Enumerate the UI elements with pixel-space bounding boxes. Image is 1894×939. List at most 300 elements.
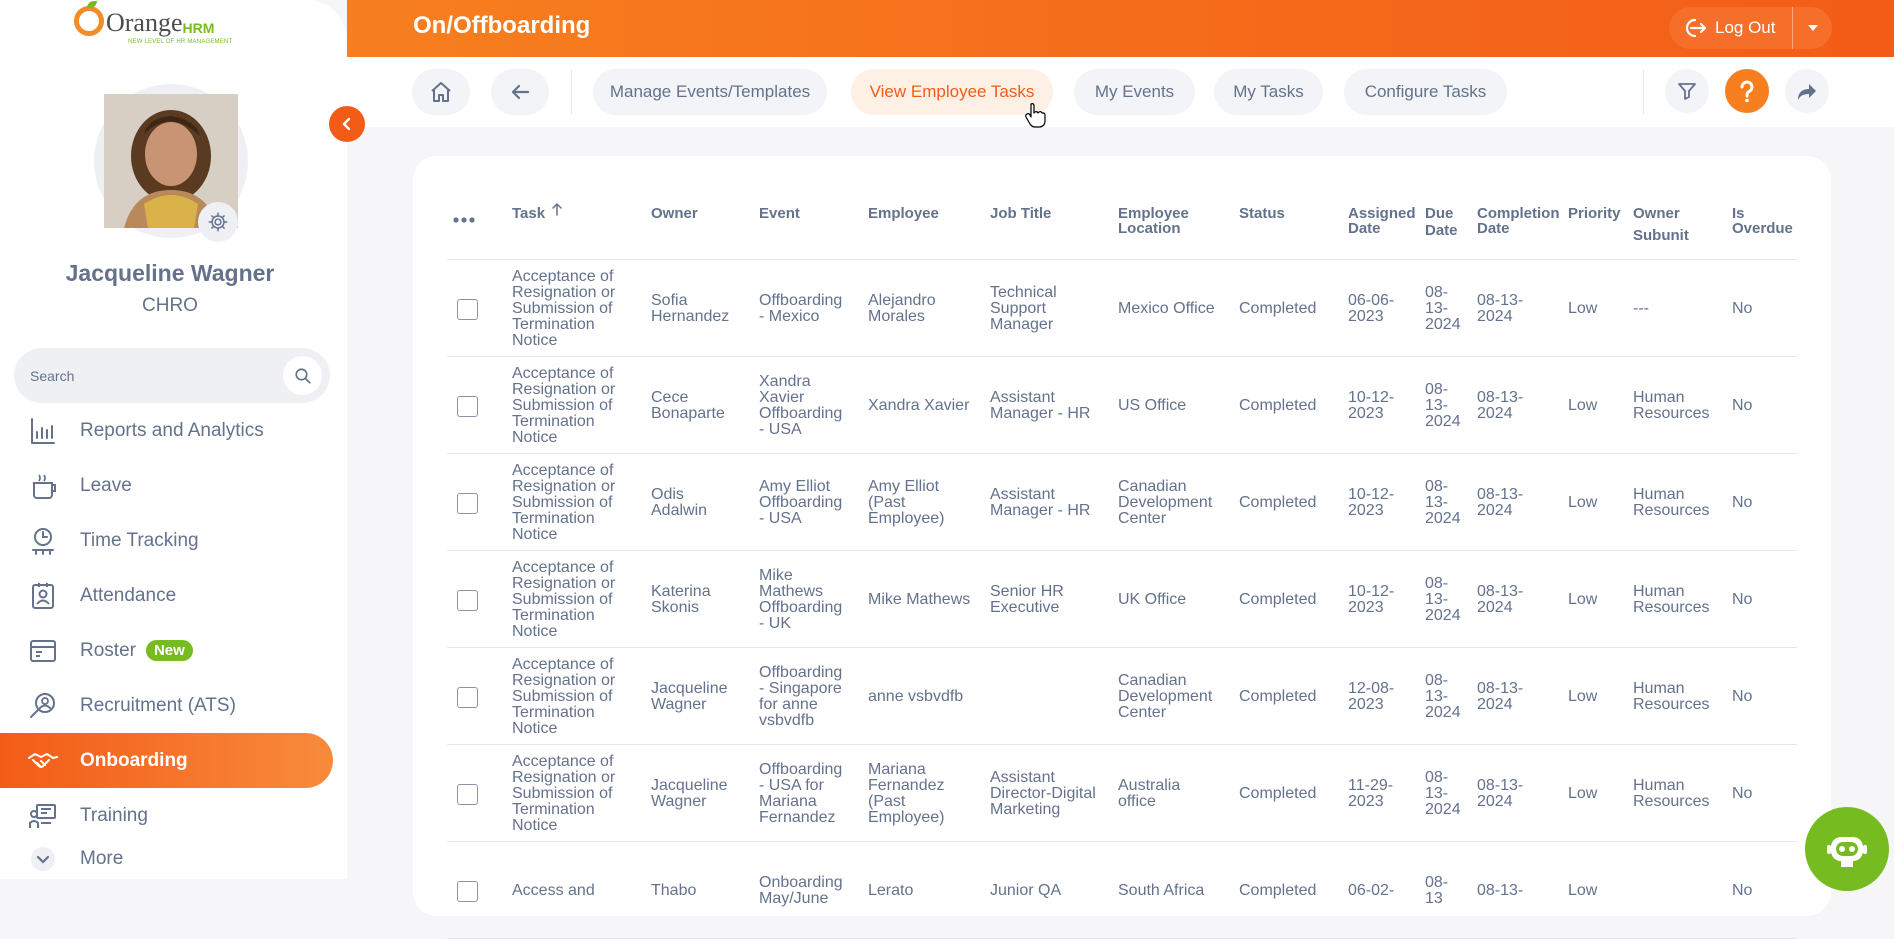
cell-line: for anne — [759, 695, 818, 713]
cell-line: Submission of — [512, 299, 613, 317]
cell-completion — [1477, 454, 1523, 551]
filter-icon — [1676, 80, 1698, 102]
cell-line: Acceptance of — [512, 461, 614, 479]
cell-line: 2024 — [1425, 606, 1461, 624]
cell-line: Wagner — [651, 792, 707, 810]
col-label: Subunit — [1633, 227, 1689, 244]
table-row[interactable] — [447, 842, 1797, 939]
cell-priority — [1568, 745, 1597, 842]
cell-line: 2023 — [1348, 404, 1384, 422]
top-header — [347, 0, 1894, 57]
logout-icon — [1681, 17, 1707, 39]
cell-due — [1425, 357, 1461, 454]
cell-line: Thabo — [651, 881, 697, 899]
cell-line: Employee) — [868, 509, 945, 527]
cell-line: Executive — [990, 598, 1060, 616]
cell-employee — [868, 551, 970, 648]
robot-icon — [1821, 823, 1873, 875]
col-employee-location[interactable] — [1118, 206, 1189, 236]
cell-line: Submission of — [512, 590, 613, 608]
table-row[interactable] — [447, 745, 1797, 842]
back-button[interactable] — [491, 69, 549, 115]
cell-assigned — [1348, 745, 1393, 842]
cell-line: 13 — [1425, 889, 1443, 907]
cell-job — [990, 745, 1096, 842]
cell-text: Completed — [1239, 493, 1317, 511]
roster-icon — [26, 634, 60, 668]
col-label: Status — [1239, 205, 1285, 222]
col-label: Date — [1425, 222, 1458, 239]
cell-line: 2023 — [1348, 501, 1384, 519]
table-row[interactable] — [447, 260, 1797, 357]
sidebar-search — [14, 348, 330, 403]
cell-line: 2024 — [1477, 501, 1513, 519]
cell-line: Resignation or — [512, 477, 616, 495]
cell-text: No — [1732, 493, 1753, 511]
cell-line: Termination — [512, 315, 595, 333]
cell-location — [1118, 454, 1212, 551]
search-input[interactable] — [30, 368, 270, 384]
sidebar-item-training[interactable] — [0, 788, 333, 843]
cell-text: Completed — [1239, 590, 1317, 608]
cell-line: Acceptance of — [512, 558, 614, 576]
cell-line: 13- — [1425, 590, 1449, 608]
leave-icon — [26, 469, 60, 503]
sidebar-item-label: Recruitment (ATS) — [80, 694, 236, 716]
table-row[interactable] — [447, 454, 1797, 551]
col-owner[interactable] — [651, 206, 698, 221]
cell-line: Morales — [868, 307, 925, 325]
cell-line: 2024 — [1425, 315, 1461, 333]
cell-text: Low — [1568, 881, 1598, 899]
arrow-left-icon — [509, 81, 531, 103]
cell-line: Manager - HR — [990, 404, 1091, 422]
cell-line: 08- — [1425, 283, 1449, 301]
cell-due — [1425, 648, 1461, 745]
col-label: Owner — [651, 205, 698, 222]
cell-line: (Past — [868, 493, 906, 511]
cell-event — [759, 357, 842, 454]
tab-my-events[interactable]: My Events — [1074, 69, 1195, 115]
cell-priority — [1568, 842, 1597, 939]
cell-line: Onboarding — [759, 873, 843, 891]
cell-location — [1118, 745, 1180, 842]
row-checkbox[interactable] — [457, 784, 478, 805]
cell-line: Director-Digital — [990, 784, 1096, 802]
col-status[interactable] — [1239, 206, 1285, 221]
cell-line: Resources — [1633, 792, 1710, 810]
module-nav — [347, 57, 1894, 127]
col-label: Job Title — [990, 205, 1052, 222]
cell-overdue — [1732, 357, 1752, 454]
cell-line: Resources — [1633, 598, 1710, 616]
reports-icon — [26, 414, 60, 448]
cell-status — [1239, 842, 1316, 939]
cell-line: Employee) — [868, 808, 945, 826]
col-label: Date — [1348, 220, 1381, 237]
cell-line: Offboarding — [759, 760, 843, 778]
cell-line: Notice — [512, 622, 558, 640]
cell-due — [1425, 842, 1448, 939]
cell-completion — [1477, 648, 1523, 745]
time-tracking-icon — [26, 524, 60, 558]
cell-owner — [651, 454, 707, 551]
cell-line: Notice — [512, 816, 558, 834]
cell-line: 13- — [1425, 784, 1449, 802]
cell-employee — [868, 648, 963, 745]
cell-line: 10-12- — [1348, 582, 1395, 600]
col-event[interactable] — [759, 206, 800, 221]
cell-due — [1425, 260, 1461, 357]
search-button[interactable] — [283, 356, 322, 395]
page-title: On/Offboarding — [413, 12, 591, 39]
cell-task — [512, 454, 615, 551]
table-row[interactable] — [447, 551, 1797, 648]
cell-location — [1118, 357, 1186, 454]
profile-settings-button[interactable] — [198, 202, 238, 242]
cell-line: Jacqueline — [651, 776, 728, 794]
cell-line: 08-13- — [1477, 679, 1524, 697]
cell-location — [1118, 648, 1212, 745]
col-label: Event — [759, 205, 800, 222]
sidebar-item-roster[interactable] — [0, 623, 333, 678]
cell-line: 12-08- — [1348, 679, 1395, 697]
sidebar-item-recruitment[interactable] — [0, 678, 333, 733]
caret-down-icon — [1807, 24, 1819, 32]
cell-overdue — [1732, 260, 1752, 357]
cell-line: Xavier — [759, 388, 805, 406]
cell-line: Amy Elliot — [759, 477, 831, 495]
hand-pointer-cursor-icon — [1025, 102, 1045, 128]
cell-subunit — [1633, 551, 1709, 648]
cell-priority — [1568, 260, 1597, 357]
cell-employee — [868, 745, 945, 842]
row-checkbox[interactable] — [457, 493, 478, 514]
sidebar-item-onboarding[interactable] — [0, 733, 333, 788]
cell-subunit — [1633, 357, 1709, 454]
cell-line: Development — [1118, 493, 1213, 511]
cell-line: 11-29- — [1348, 776, 1394, 794]
logout-button[interactable] — [1669, 7, 1792, 49]
cell-completion — [1477, 745, 1523, 842]
user-role: CHRO — [142, 295, 198, 316]
onboarding-icon — [26, 744, 60, 778]
col-label: Date — [1477, 220, 1510, 237]
cell-line: 08- — [1425, 873, 1449, 891]
home-icon — [429, 80, 453, 104]
cell-line: Mariana — [759, 792, 817, 810]
cell-line: 08-13- — [1477, 388, 1524, 406]
cell-assigned — [1348, 842, 1394, 939]
cell-line: Access and — [512, 881, 595, 899]
cell-line: Technical — [990, 283, 1057, 301]
cell-line: office — [1118, 792, 1156, 810]
cell-task — [512, 357, 615, 454]
cell-line: Offboarding — [759, 291, 843, 309]
col-label: Location — [1118, 220, 1181, 237]
sidebar-item-reports[interactable] — [0, 403, 333, 458]
cell-line: Wagner — [651, 695, 707, 713]
col-owner-subunit[interactable] — [1633, 206, 1689, 243]
new-badge: New — [146, 640, 193, 661]
cell-line: 13- — [1425, 687, 1449, 705]
cell-line: Acceptance of — [512, 267, 614, 285]
cell-owner — [651, 260, 729, 357]
share-arrow-icon — [1796, 80, 1818, 102]
cell-due — [1425, 745, 1461, 842]
cell-line: anne vsbvdfb — [868, 687, 964, 705]
cell-line: 08- — [1425, 477, 1449, 495]
cell-employee — [868, 454, 944, 551]
user-dropdown-button[interactable] — [1792, 7, 1832, 49]
cell-task — [512, 551, 615, 648]
cell-line: Resources — [1633, 404, 1710, 422]
cell-line: 06-06- — [1348, 291, 1395, 309]
col-due-date[interactable] — [1425, 206, 1458, 238]
cell-employee — [868, 357, 969, 454]
cell-line: US Office — [1118, 396, 1187, 414]
brand-name: Orange — [106, 8, 183, 37]
cell-line: - USA — [759, 509, 802, 527]
cell-line: May/June — [759, 889, 829, 907]
col-is-overdue[interactable] — [1732, 206, 1793, 236]
cell-subunit — [1633, 648, 1709, 745]
cell-line: Alejandro — [868, 291, 936, 309]
sidebar-item-attendance[interactable] — [0, 568, 333, 623]
chevron-left-icon — [339, 116, 355, 132]
col-label: Completion — [1477, 205, 1560, 222]
cell-line: 2023 — [1348, 598, 1384, 616]
cell-line: Termination — [512, 606, 595, 624]
sidebar-item-label: Leave — [80, 474, 132, 496]
cell-task — [512, 260, 615, 357]
sidebar-item-label: Training — [80, 804, 148, 826]
cell-line: Canadian — [1118, 671, 1187, 689]
cell-line: Notice — [512, 331, 558, 349]
cell-line: 08-13- — [1477, 582, 1524, 600]
cell-line: Development — [1118, 687, 1213, 705]
cell-text: Completed — [1239, 881, 1317, 899]
col-assigned-date[interactable] — [1348, 206, 1416, 236]
sidebar-item-more[interactable] — [0, 836, 333, 881]
cell-assigned — [1348, 648, 1394, 745]
sidebar-item-label: Time Tracking — [80, 529, 199, 551]
cell-line: Acceptance of — [512, 655, 614, 673]
home-button[interactable] — [412, 69, 470, 115]
cell-priority — [1568, 551, 1597, 648]
cell-priority — [1568, 648, 1597, 745]
assistant-bot-button[interactable] — [1805, 807, 1889, 891]
col-employee[interactable] — [868, 206, 939, 221]
help-button[interactable] — [1725, 69, 1769, 113]
cell-line: Offboarding — [759, 598, 843, 616]
cell-line: 2024 — [1425, 412, 1461, 430]
cell-line: Notice — [512, 428, 558, 446]
cell-completion — [1477, 551, 1523, 648]
row-actions-menu[interactable] — [452, 212, 476, 227]
cell-text: Low — [1568, 590, 1598, 608]
row-checkbox[interactable] — [457, 396, 478, 417]
col-priority[interactable] — [1568, 206, 1621, 221]
tab-configure-tasks[interactable]: Configure Tasks — [1344, 69, 1507, 115]
cell-text: No — [1732, 299, 1753, 317]
cell-line: Acceptance of — [512, 752, 614, 770]
cell-location — [1118, 842, 1204, 939]
cell-line: 10-12- — [1348, 485, 1395, 503]
col-completion-date[interactable] — [1477, 206, 1560, 236]
cell-subunit — [1633, 454, 1709, 551]
cell-line: Assistant — [990, 768, 1055, 786]
cell-line: Katerina — [651, 582, 711, 600]
cell-line: Senior HR — [990, 582, 1064, 600]
cell-line: Lerato — [868, 881, 914, 899]
cell-overdue — [1732, 454, 1752, 551]
cell-line: Resignation or — [512, 283, 616, 301]
cell-text: No — [1732, 590, 1753, 608]
nav-divider — [1643, 69, 1644, 115]
cell-text: No — [1732, 784, 1753, 802]
row-checkbox[interactable] — [457, 881, 478, 902]
cell-line: Termination — [512, 800, 595, 818]
cell-location — [1118, 551, 1186, 648]
cell-event — [759, 454, 842, 551]
tab-manage-events-templates[interactable]: Manage Events/Templates — [593, 69, 827, 115]
cell-text: Completed — [1239, 299, 1317, 317]
cell-line: Submission of — [512, 396, 613, 414]
cell-completion — [1477, 842, 1523, 939]
cell-text: No — [1732, 881, 1753, 899]
tab-my-tasks[interactable]: My Tasks — [1214, 69, 1323, 115]
cell-event — [759, 260, 842, 357]
cell-line: 08-13- — [1477, 485, 1524, 503]
cell-line: Resignation or — [512, 671, 616, 689]
cell-status — [1239, 357, 1316, 454]
col-label: Task — [512, 205, 546, 222]
cell-status — [1239, 745, 1316, 842]
cell-status — [1239, 260, 1316, 357]
cell-line: Assistant — [990, 388, 1055, 406]
col-label: Priority — [1568, 205, 1621, 222]
cell-line: 08- — [1425, 768, 1449, 786]
cell-line: 2024 — [1425, 703, 1461, 721]
table-row[interactable] — [447, 648, 1797, 745]
cell-line: Offboarding — [759, 404, 843, 422]
row-checkbox[interactable] — [457, 687, 478, 708]
cell-line: Termination — [512, 509, 595, 527]
cell-line: Mike Mathews — [868, 590, 971, 608]
cell-line: Acceptance of — [512, 364, 614, 382]
cell-line: Notice — [512, 719, 558, 737]
cell-assigned — [1348, 357, 1394, 454]
cell-line: - USA for — [759, 776, 824, 794]
cell-line: Xandra Xavier — [868, 396, 970, 414]
cell-line: Jacqueline — [651, 679, 728, 697]
cell-line: 06-02- — [1348, 881, 1395, 899]
training-icon — [26, 799, 60, 833]
cell-line: Resignation or — [512, 574, 616, 592]
cell-assigned — [1348, 454, 1394, 551]
cell-owner — [651, 357, 725, 454]
cell-overdue — [1732, 745, 1752, 842]
cell-line: 08-13- — [1477, 291, 1524, 309]
cell-line: Bonaparte — [651, 404, 725, 422]
cell-line: Human — [1633, 679, 1685, 697]
cell-line: Assistant — [990, 485, 1055, 503]
col-label: Is — [1732, 205, 1745, 222]
cell-line: Human — [1633, 388, 1685, 406]
cell-text: Completed — [1239, 687, 1317, 705]
share-button[interactable] — [1785, 69, 1829, 113]
cell-line: Amy Elliot — [868, 477, 940, 495]
cell-task — [512, 842, 595, 939]
cell-line: Mariana — [868, 760, 926, 778]
cell-line: Center — [1118, 509, 1167, 527]
orangehrm-logo[interactable] — [74, 6, 233, 45]
cell-line: Submission of — [512, 687, 613, 705]
cell-line: Offboarding — [759, 663, 843, 681]
col-task[interactable] — [512, 206, 563, 221]
cell-line: Adalwin — [651, 501, 708, 519]
cell-line: UK Office — [1118, 590, 1187, 608]
cell-line: South Africa — [1118, 881, 1205, 899]
cell-job — [990, 260, 1057, 357]
cell-line: Skonis — [651, 598, 700, 616]
col-label: Assigned — [1348, 205, 1416, 222]
sidebar-collapse-button[interactable] — [329, 106, 365, 142]
gear-icon — [207, 211, 229, 233]
cell-line: Termination — [512, 703, 595, 721]
row-checkbox[interactable] — [457, 299, 478, 320]
cell-status — [1239, 551, 1316, 648]
cell-line: 2024 — [1477, 598, 1513, 616]
cell-line: 10-12- — [1348, 388, 1395, 406]
employee-tasks-card — [413, 156, 1831, 916]
cell-overdue — [1732, 648, 1752, 745]
sort-ascending-icon[interactable] — [551, 202, 563, 216]
help-icon — [1737, 79, 1757, 103]
cell-line: Junior QA — [990, 881, 1062, 899]
cell-text: Completed — [1239, 396, 1317, 414]
cell-line: 08-13- — [1477, 776, 1524, 794]
sidebar-item-time-tracking[interactable] — [0, 513, 333, 568]
cell-completion — [1477, 357, 1523, 454]
cell-line: Xandra — [759, 372, 811, 390]
filter-button[interactable] — [1665, 69, 1709, 113]
cell-job — [990, 357, 1090, 454]
cell-owner — [651, 648, 728, 745]
cell-line: 13- — [1425, 396, 1449, 414]
cell-line: 08-13- — [1477, 881, 1524, 899]
cell-line: Manager — [990, 315, 1054, 333]
cell-line: 2024 — [1425, 509, 1461, 527]
search-icon — [294, 367, 312, 385]
cell-line: 13- — [1425, 299, 1449, 317]
cell-job — [990, 842, 1061, 939]
cell-line: vsbvdfb — [759, 711, 815, 729]
tab-view-employee-tasks[interactable]: View Employee Tasks — [851, 69, 1053, 115]
cell-line: 08- — [1425, 380, 1449, 398]
sidebar-item-label: Onboarding — [80, 749, 188, 771]
cell-line: 2024 — [1425, 800, 1461, 818]
cell-line: 2024 — [1477, 695, 1513, 713]
row-checkbox[interactable] — [457, 590, 478, 611]
cell-line: Resources — [1633, 501, 1710, 519]
sidebar-item-leave[interactable] — [0, 458, 333, 513]
cell-line: 2023 — [1348, 307, 1384, 325]
cell-line: Cece — [651, 388, 689, 406]
table-row[interactable] — [447, 357, 1797, 454]
col-job-title[interactable] — [990, 206, 1051, 221]
